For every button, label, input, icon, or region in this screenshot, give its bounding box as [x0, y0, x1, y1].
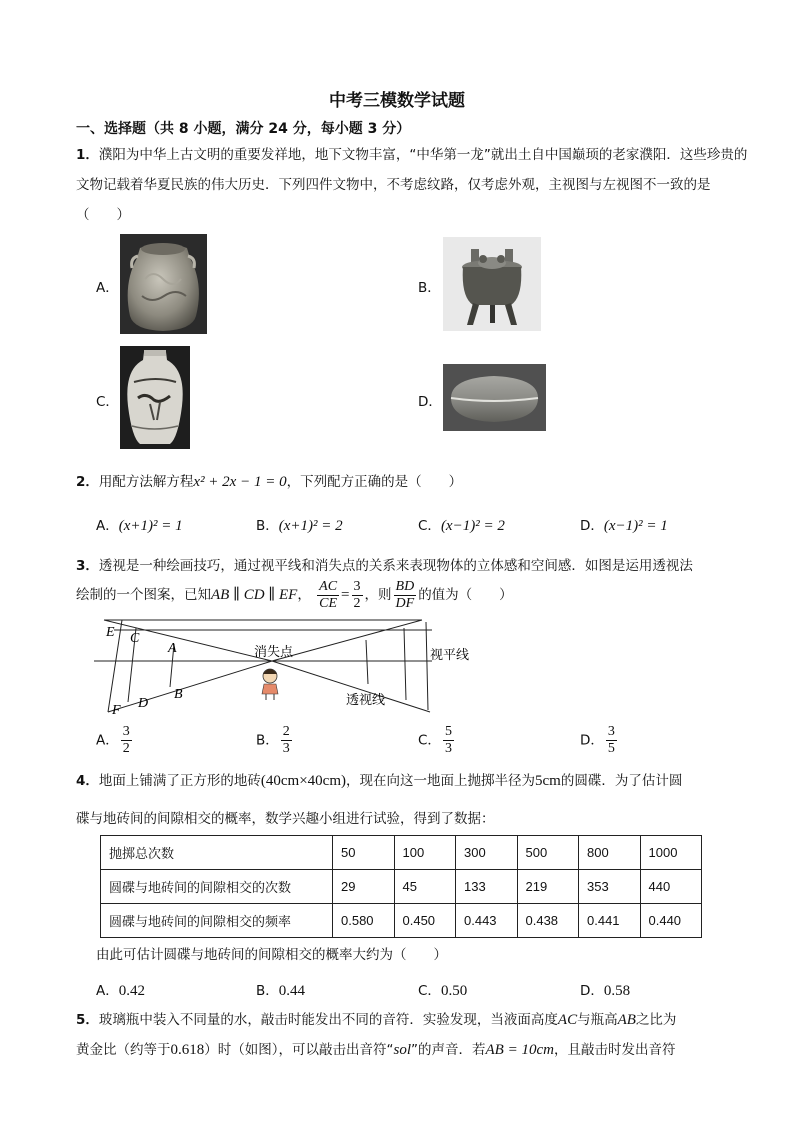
table-cell: 圆碟与地砖间的间隙相交的频率 [101, 904, 333, 938]
golden-ratio: 0.618 [170, 1042, 205, 1058]
question-5-line-1 [76, 1004, 748, 1036]
fraction-numerator: BD [395, 578, 415, 594]
fraction-denominator: CE [319, 595, 338, 611]
table-row [101, 904, 702, 938]
table-cell: 0.438 [517, 904, 579, 938]
table-cell: 0.450 [394, 904, 456, 938]
q2-option-a[interactable] [96, 514, 183, 535]
option-fraction [443, 724, 454, 757]
q3-option-d[interactable] [580, 724, 619, 757]
question-3-body-1: 透视是一种绘画技巧，通过视平线和消失点的关系来表现物体的立体感和空间感．如图是运用透视法 [98, 558, 693, 574]
parallel-relation: AB ∥ CD ∥ EF [211, 587, 298, 603]
table-cell: 0.441 [579, 904, 641, 938]
option-fraction [121, 724, 132, 757]
fraction-numerator: 2 [282, 724, 290, 739]
table-cell: 50 [333, 836, 395, 870]
asked-fraction [394, 579, 417, 612]
fraction-numerator: 3 [607, 724, 615, 739]
fraction-denominator: 2 [353, 595, 361, 611]
table-cell: 45 [394, 870, 456, 904]
fraction-numerator: 3 [122, 724, 130, 739]
table-cell: 353 [579, 870, 641, 904]
q1-option-a-label[interactable]: A． [96, 280, 119, 296]
q2-option-c[interactable] [418, 514, 505, 535]
section-heading: 一、选择题（共 8 小题，满分 24 分，每小题 3 分） [76, 121, 411, 137]
q3-option-a[interactable] [96, 724, 134, 757]
option-fraction [281, 724, 292, 757]
table-cell: 440 [640, 870, 702, 904]
question-2-body-before: 用配方法解方程 [98, 474, 194, 490]
option-label: C． [418, 732, 441, 749]
table-cell: 300 [456, 836, 518, 870]
table-cell: 0.580 [333, 904, 395, 938]
q1-option-a-image-jar [120, 234, 207, 334]
question-5-body-2a: 黄金比（约等于 [76, 1042, 171, 1058]
option-label: B． [256, 518, 279, 534]
fraction-denominator: 3 [444, 741, 452, 756]
q4-option-c[interactable] [418, 979, 467, 1000]
question-5-body-2b: ）时（如图），可以敲击出音符“ [204, 1042, 394, 1058]
table-cell: 29 [333, 870, 395, 904]
page-title: 中考三模数学试题 [329, 91, 465, 111]
q1-option-c-image-vase [120, 346, 190, 449]
table-row [101, 870, 702, 904]
q2-option-b[interactable] [256, 514, 343, 535]
fraction-denominator: 2 [122, 741, 130, 756]
table-cell: 500 [517, 836, 579, 870]
fraction-denominator: 3 [282, 741, 290, 756]
table-cell: 219 [517, 870, 579, 904]
question-4-line-1 [76, 766, 748, 796]
question-3-line-1 [76, 551, 748, 581]
question-4-body-1a: 地面上铺满了正方形的地砖 [98, 773, 261, 789]
option-label: A． [96, 518, 119, 534]
question-4-conclusion: 由此可估计圆碟与地砖间的间隙相交的概率大约为（ ） [96, 947, 447, 963]
fraction-numerator: 5 [444, 724, 452, 739]
option-expr: (x−1)² = 2 [440, 518, 505, 534]
q1-option-c-label[interactable]: C． [96, 394, 119, 410]
table-cell: 圆碟与地砖间的间隙相交的次数 [101, 870, 333, 904]
question-5-body-2c: ”的声音．若 [411, 1042, 486, 1058]
fraction-numerator: AC [319, 578, 338, 594]
ab-length: AB = 10cm [485, 1042, 554, 1058]
question-5-body-1c: 之比为 [635, 1012, 677, 1028]
option-label: D． [580, 983, 604, 999]
option-label: C． [418, 983, 441, 999]
option-expr: (x−1)² = 1 [603, 518, 668, 534]
option-fraction [606, 724, 617, 757]
label-b: B [174, 687, 183, 702]
question-3-body-2a: 绘制的一个图案，已知 [76, 587, 211, 603]
given-value-fraction [352, 579, 363, 612]
question-3-body-2b: ， [297, 587, 311, 603]
question-number: 2． [76, 474, 99, 490]
label-a: A [168, 641, 177, 656]
question-1-body: 濮阳为中华上古文明的重要发祥地，地下文物丰富，“中华第一龙”就出土自中国巅顼的老家濮阳．这些珍贵的文物记载着华夏民族的伟大历史．下列四件文物中，不考虑纹路，仅考虑外观，主视图与左视图不一致的是（ ） [76, 147, 748, 223]
question-number: 4． [76, 773, 99, 789]
horizon-label: 视平线 [430, 648, 470, 663]
option-expr: (x+1)² = 2 [278, 518, 343, 534]
question-4-body-1c: 的圆碟．为了估计圆 [560, 773, 683, 789]
option-label: C． [418, 518, 441, 534]
tile-size: (40cm×40cm) [260, 773, 347, 789]
question-number: 1． [76, 147, 99, 163]
q1-option-d-label[interactable]: D． [418, 394, 442, 410]
given-fraction [317, 579, 339, 612]
question-2-text [76, 467, 748, 497]
option-label: D． [580, 518, 604, 534]
option-label: A． [96, 732, 119, 749]
question-number: 5． [76, 1012, 99, 1028]
q4-option-a[interactable] [96, 979, 145, 1000]
question-5-body-1b: 与瓶高 [577, 1012, 618, 1028]
experiment-table [100, 835, 702, 938]
question-2-equation: x² + 2x − 1 = 0 [193, 474, 287, 490]
question-4-line-2: 碟与地砖间的间隙相交的概率，数学兴趣小组进行试验，得到了数据： [76, 811, 495, 827]
option-expr: (x+1)² = 1 [118, 518, 183, 534]
question-5-body-1a: 玻璃瓶中装入不同量的水，敲击时能发出不同的音符．实验发现，当液面高度 [98, 1012, 558, 1028]
table-cell: 0.443 [456, 904, 518, 938]
table-cell: 1000 [640, 836, 702, 870]
vanishing-point-label: 消失点 [254, 645, 294, 660]
perspective-diagram [92, 614, 482, 718]
option-value: 0.44 [278, 983, 306, 999]
table-cell: 100 [394, 836, 456, 870]
option-value: 0.58 [603, 983, 631, 999]
equals-sign: = [341, 587, 350, 603]
cartoon-girl-icon [262, 669, 278, 700]
q1-option-b-label[interactable]: B． [418, 280, 441, 296]
disc-radius: 5cm [535, 773, 561, 789]
q3-option-c[interactable] [418, 724, 456, 757]
table-cell: 0.440 [640, 904, 702, 938]
question-3-body-2c: ，则 [364, 587, 392, 603]
table-cell: 抛掷总次数 [101, 836, 333, 870]
question-4-body-1b: ，现在向这一地面上抛掷半径为 [346, 773, 536, 789]
q1-option-d-image-round-box [443, 364, 546, 431]
perspective-line-label: 透视线 [346, 693, 386, 708]
option-label: A． [96, 983, 119, 999]
option-value: 0.50 [440, 983, 468, 999]
label-c: C [130, 631, 140, 646]
table-cell: 133 [456, 870, 518, 904]
table-row [101, 836, 702, 870]
q3-option-b[interactable] [256, 724, 294, 757]
q4-option-d[interactable] [580, 979, 630, 1000]
option-label: B． [256, 983, 279, 999]
question-1-text [76, 140, 748, 230]
segment-ab: AB [617, 1012, 636, 1028]
question-number: 3． [76, 558, 99, 574]
option-label: B． [256, 732, 279, 749]
label-e: E [106, 625, 115, 640]
question-3-line-2 [76, 578, 748, 612]
question-5-line-2 [76, 1034, 748, 1066]
fraction-numerator: 3 [353, 578, 361, 594]
fraction-denominator: DF [395, 595, 415, 611]
option-value: 0.42 [118, 983, 145, 999]
q1-option-b-image-tripod-vessel [443, 237, 541, 331]
table-cell: 800 [579, 836, 641, 870]
note-sol: sol [393, 1042, 412, 1058]
label-f: F [112, 703, 121, 718]
fraction-denominator: 5 [607, 741, 615, 756]
option-label: D． [580, 732, 604, 749]
question-2-body-after: ，下列配方正确的是（ ） [286, 474, 463, 490]
question-5-body-2d: ，且敲击时发出音符 [553, 1042, 676, 1058]
q2-option-d[interactable] [580, 514, 668, 535]
label-d: D [138, 696, 149, 711]
segment-ac: AC [557, 1012, 578, 1028]
q4-option-b[interactable] [256, 979, 305, 1000]
question-3-body-2d: 的值为（ ） [418, 587, 513, 603]
